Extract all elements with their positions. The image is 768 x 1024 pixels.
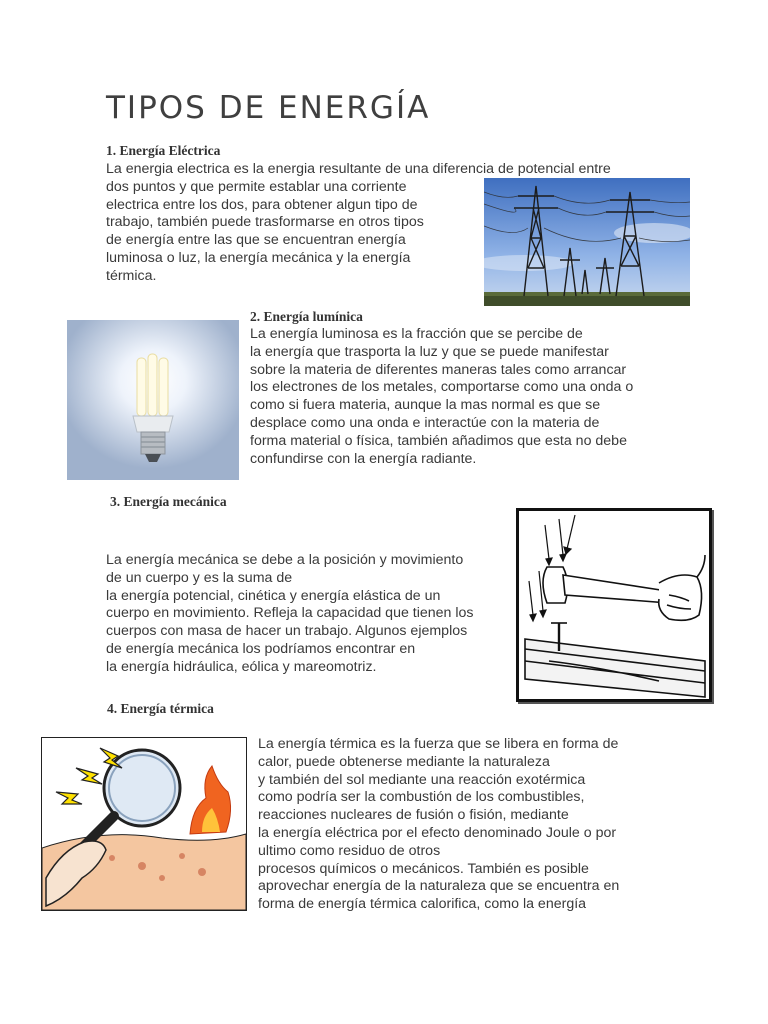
text-line: como podría ser la combustión de los combustibles, [258,789,585,806]
text-line: cuerpo en movimiento. Refleja la capacidad que tienen los [106,605,474,622]
text-line: cuerpos con masa de hacer un trabajo. Algunos ejemplos [106,623,468,640]
page-title: TIPOS DE ENERGÍA [106,90,431,126]
text-line: forma de energía térmica calorifica, como la energía [258,896,587,913]
text-line: y también del sol mediante una reacción exotérmica [258,771,586,788]
text-line: desplace como una onda e interactúe con la materia de [250,414,600,431]
section-heading-luminica: 2. Energía lumínica [250,309,363,324]
text-line: de un cuerpo y es la suma de [106,569,293,586]
text-line: La energía térmica es la fuerza que se libera en forma de [258,736,619,752]
light-bulb-icon [67,320,239,480]
hammer-image [516,508,712,702]
text-line: de energía mecánica los podríamos encontrar en [106,640,416,657]
section-text-mecanica [106,552,474,677]
text-line: reacciones nucleares de fusión o fisión, mediante [258,807,569,824]
magnifying-glass-icon [42,738,246,910]
text-line: aprovechar energía de la naturaleza que se encuentra en [258,878,620,895]
text-line: procesos químicos o mecánicos. También es posible [258,860,589,877]
section-heading-electrica: 1. Energía Eléctrica [106,143,221,158]
text-line: como si fuera materia, aunque la mas normal es que se [250,397,601,414]
power-tower-icon [484,178,690,306]
section-text-luminica [250,326,633,468]
text-line: La energia electrica es la energia resultante de una diferencia de potencial entre [106,161,611,177]
text-line: calor, puede obtenerse mediante la naturaleza [258,753,550,770]
text-line: forma material o física, también añadimos que esta no debe [250,432,627,449]
text-line: luminosa o luz, la energía mecánica y la energía [106,249,411,266]
magnifying-glass-image [41,737,247,911]
hammer-icon [519,511,709,699]
power-lines-image [484,178,690,306]
text-line: la energía hidráulica, eólica y mareomotriz. [106,658,377,675]
text-line: la energía que trasporta la luz y que se puede manifestar [250,343,609,360]
section-text-termica [258,736,619,914]
text-line: confundirse con la energía radiante. [250,450,477,467]
text-line: electrica entre los dos, para obtener algun tipo de [106,196,418,213]
text-line: la energía eléctrica por el efecto denominado Joule o por [258,824,617,841]
text-line: ultimo como residuo de otros [258,842,441,859]
text-line: la energía potencial, cinética y energía elástica de un [106,587,441,604]
light-bulb-image [67,320,239,480]
text-line: térmica. [106,267,157,284]
section-heading-termica: 4. Energía térmica [107,701,214,716]
text-line: los electrones de los metales, comportarse como una onda o [250,379,634,396]
text-line: de energía entre las que se encuentran energía [106,232,406,249]
text-line: dos puntos y que permite establar una corriente [106,178,407,195]
text-line: sobre la materia de diferentes maneras tales como arrancar [250,361,627,378]
text-line: trabajo, también puede trasformarse en otros tipos [106,214,424,231]
text-line: La energía mecánica se debe a la posición y movimiento [106,552,464,568]
section-heading-mecanica: 3. Energía mecánica [110,494,227,509]
text-line: La energía luminosa es la fracción que se percibe de [250,326,583,342]
